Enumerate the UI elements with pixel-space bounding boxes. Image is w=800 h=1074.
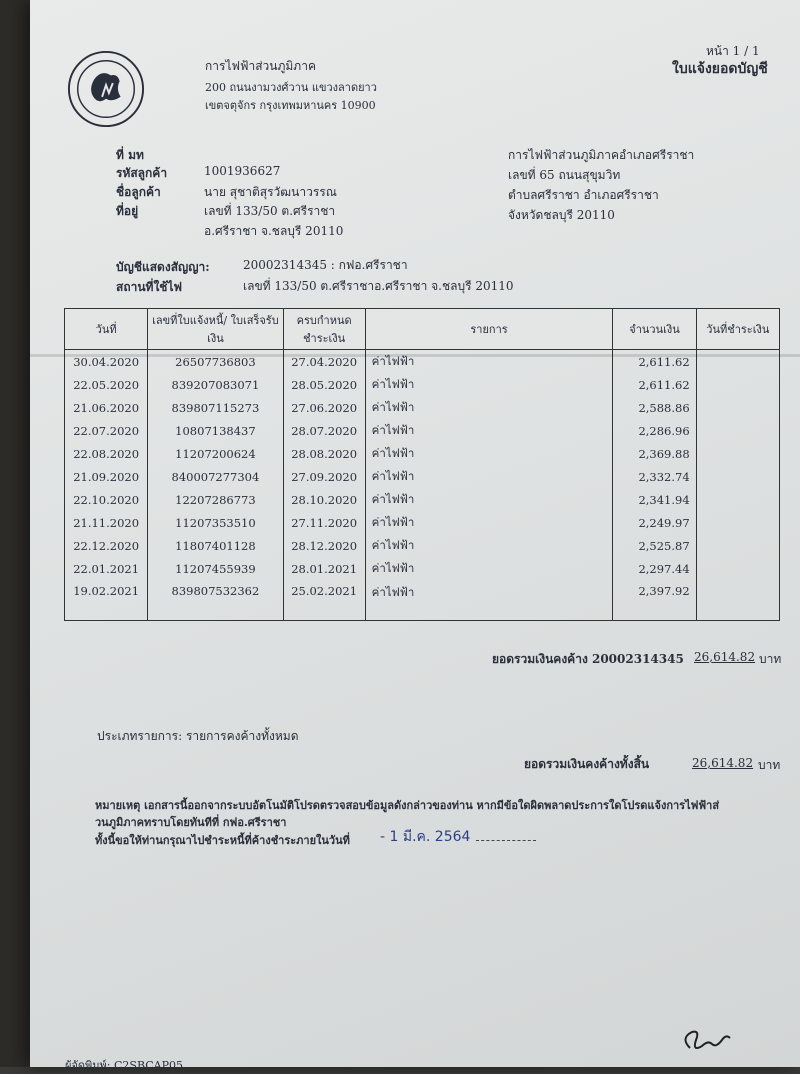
cell-amount: 2,525.87 (613, 534, 696, 557)
cell-date: 22.10.2020 (65, 488, 148, 511)
grand-total-value: 26,614.82 (692, 756, 754, 770)
header-amount: จำนวนเงิน (613, 309, 696, 350)
document-title: ใบแจ้งยอดบัญชี (672, 61, 768, 77)
cell-document-number: 10807138437 (148, 419, 283, 442)
grand-total-label: ยอดรวมเงินคงค้างทั้งสิ้น (524, 757, 650, 771)
grand-total-currency: บาท (758, 758, 781, 772)
cell-date: 19.02.2021 (65, 580, 148, 621)
paper-fold (30, 354, 800, 357)
cell-amount: 2,297.44 (613, 557, 696, 580)
cell-due-date: 27.06.2020 (283, 396, 365, 419)
customer-name-label: ชื่อลูกค้า (116, 185, 161, 199)
cell-amount: 2,249.97 (613, 511, 696, 534)
cell-amount: 2,611.62 (613, 350, 696, 374)
table-row (65, 465, 780, 488)
cell-due-date: 27.11.2020 (283, 511, 365, 534)
cell-due-date: 25.02.2021 (283, 580, 365, 621)
cell-paid-date (696, 373, 779, 396)
cell-date: 22.08.2020 (65, 442, 148, 465)
account-total-currency: บาท (759, 652, 782, 666)
account-total-value: 26,614.82 (694, 650, 756, 664)
table-row (65, 396, 780, 419)
table-row (65, 580, 780, 621)
cell-amount: 2,369.88 (613, 442, 696, 465)
cell-paid-date (696, 465, 779, 488)
cell-date: 21.09.2020 (65, 465, 148, 488)
remark-line-3: ทั้งนี้ขอให้ท่านกรุณาไปชำระหนี้ที่ค้างชำระภายในวันที่ (95, 834, 350, 847)
cell-date: 22.01.2021 (65, 557, 148, 580)
customer-name-value: นาย สุชาติสุรวัฒนาวรรณ (204, 185, 337, 199)
table-header-row (65, 309, 780, 350)
org-address-2: เขตจตุจักร กรุงเทพมหานคร 10900 (205, 99, 376, 112)
cell-paid-date (696, 511, 779, 534)
cell-paid-date (696, 419, 779, 442)
header-due-date: ครบกำหนดชำระเงิน (283, 309, 365, 350)
cell-due-date: 28.07.2020 (283, 419, 365, 442)
customer-address-label: ที่อยู่ (116, 204, 139, 218)
table-row (65, 373, 780, 396)
header-date: วันที่ (65, 309, 148, 350)
cell-due-date: 27.04.2020 (283, 350, 365, 374)
cell-document-number: 11207353510 (148, 511, 283, 534)
cell-date: 30.04.2020 (65, 350, 148, 374)
table-row (65, 442, 780, 465)
cell-document-number: 11207200624 (148, 442, 283, 465)
remark-line-1: หมายเหตุ เอกสารนี้ออกจากระบบอัตโนมัติโปรดตรวจสอบข้อมูลดังกล่าวของท่าน หากมีข้อใดผิดพลาดประการใดโปรดแจ้งการไฟฟ้าส่ (95, 799, 720, 812)
due-date-field (380, 826, 536, 848)
cell-date: 22.05.2020 (65, 373, 148, 396)
cell-amount: 2,397.92 (613, 580, 696, 621)
cell-due-date: 28.12.2020 (283, 534, 365, 557)
cell-document-number: 839207083071 (148, 373, 283, 396)
table-row (65, 534, 780, 557)
cell-date: 22.12.2020 (65, 534, 148, 557)
footer-printed-by: ผู้จัดพิมพ์: C2SBCAP05 (65, 1059, 183, 1072)
cell-item: ค่าไฟฟ้า (365, 580, 613, 621)
cell-due-date: 28.05.2020 (283, 373, 365, 396)
header-item: รายการ (365, 309, 613, 350)
customer-id-label: รหัสลูกค้า (116, 166, 168, 180)
pea-logo-icon (67, 50, 145, 128)
cell-document-number: 11807401128 (148, 534, 283, 557)
customer-id-value: 1001936627 (204, 164, 281, 178)
cell-paid-date (696, 534, 779, 557)
signature-icon (678, 1020, 738, 1060)
branch-line-4: จังหวัดชลบุรี 20110 (508, 208, 615, 222)
cell-amount: 2,332.74 (613, 465, 696, 488)
org-address-1: 200 ถนนงามวงศ์วาน แขวงลาดยาว (205, 81, 377, 94)
org-name: การไฟฟ้าส่วนภูมิภาค (205, 59, 316, 73)
cell-amount: 2,611.62 (613, 373, 696, 396)
cell-document-number: 12207286773 (148, 488, 283, 511)
cell-due-date: 28.08.2020 (283, 442, 365, 465)
dotted-line (476, 840, 536, 841)
cell-item: ค่าไฟฟ้า (365, 419, 613, 442)
table-row (65, 511, 780, 534)
cell-amount: 2,286.96 (613, 419, 696, 442)
cell-item: ค่าไฟฟ้า (365, 373, 613, 396)
header-document-number: เลขที่ใบแจ้งหนี้/ ใบเสร็จรับเงิน (148, 309, 283, 350)
cell-document-number: 839807115273 (148, 396, 283, 419)
background-edge (0, 0, 30, 1067)
cell-date: 21.11.2020 (65, 511, 148, 534)
cell-paid-date (696, 557, 779, 580)
cell-amount: 2,588.86 (613, 396, 696, 419)
customer-address-line-2: อ.ศรีราชา จ.ชลบุรี 20110 (204, 224, 344, 238)
cell-date: 21.06.2020 (65, 396, 148, 419)
branch-line-2: เลขที่ 65 ถนนสุขุมวิท (508, 168, 621, 182)
cell-due-date: 28.10.2020 (283, 488, 365, 511)
cell-paid-date (696, 442, 779, 465)
cell-item: ค่าไฟฟ้า (365, 350, 613, 374)
cell-due-date: 28.01.2021 (283, 557, 365, 580)
header-paid-date: วันที่ชำระเงิน (696, 309, 779, 350)
remark-line-2: วนภูมิภาคทราบโดยทันทีที่ กฟอ.ศรีราชา (95, 816, 287, 829)
table-row (65, 419, 780, 442)
cell-item: ค่าไฟฟ้า (365, 511, 613, 534)
cell-paid-date (696, 580, 779, 621)
cell-item: ค่าไฟฟ้า (365, 534, 613, 557)
table-row (65, 488, 780, 511)
cell-item: ค่าไฟฟ้า (365, 557, 613, 580)
cell-document-number: 840007277304 (148, 465, 283, 488)
customer-address-line-1: เลขที่ 133/50 ต.ศรีราชา (204, 204, 336, 218)
account-value: 20002314345 : กฟอ.ศรีราชา (243, 258, 408, 272)
cell-document-number: 11207455939 (148, 557, 283, 580)
ref-label: ที่ มท (116, 148, 144, 162)
cell-document-number: 26507736803 (148, 350, 283, 374)
cell-amount: 2,341.94 (613, 488, 696, 511)
account-label: บัญชีแสดงสัญญา: (116, 260, 210, 274)
cell-due-date: 27.09.2020 (283, 465, 365, 488)
handwritten-due-date: - 1 มี.ค. 2564 (380, 829, 471, 845)
cell-document-number: 839807532362 (148, 580, 283, 621)
cell-paid-date (696, 488, 779, 511)
site-label: สถานที่ใช้ไฟ (116, 280, 182, 294)
cell-date: 22.07.2020 (65, 419, 148, 442)
transaction-type: ประเภทรายการ: รายการคงค้างทั้งหมด (97, 729, 299, 743)
table-row (65, 557, 780, 580)
cell-item: ค่าไฟฟ้า (365, 465, 613, 488)
account-total-label: ยอดรวมเงินคงค้าง 20002314345 (492, 652, 684, 666)
site-value: เลขที่ 133/50 ต.ศรีราชาอ.ศรีราชา จ.ชลบุรี 20110 (243, 279, 514, 293)
branch-line-3: ตำบลศรีราชา อำเภอศรีราชา (508, 188, 659, 202)
cell-item: ค่าไฟฟ้า (365, 442, 613, 465)
page-number: หน้า 1 / 1 (706, 44, 760, 58)
branch-line-1: การไฟฟ้าส่วนภูมิภาคอำเภอศรีราชา (508, 148, 695, 162)
cell-paid-date (696, 396, 779, 419)
cell-item: ค่าไฟฟ้า (365, 488, 613, 511)
cell-item: ค่าไฟฟ้า (365, 396, 613, 419)
